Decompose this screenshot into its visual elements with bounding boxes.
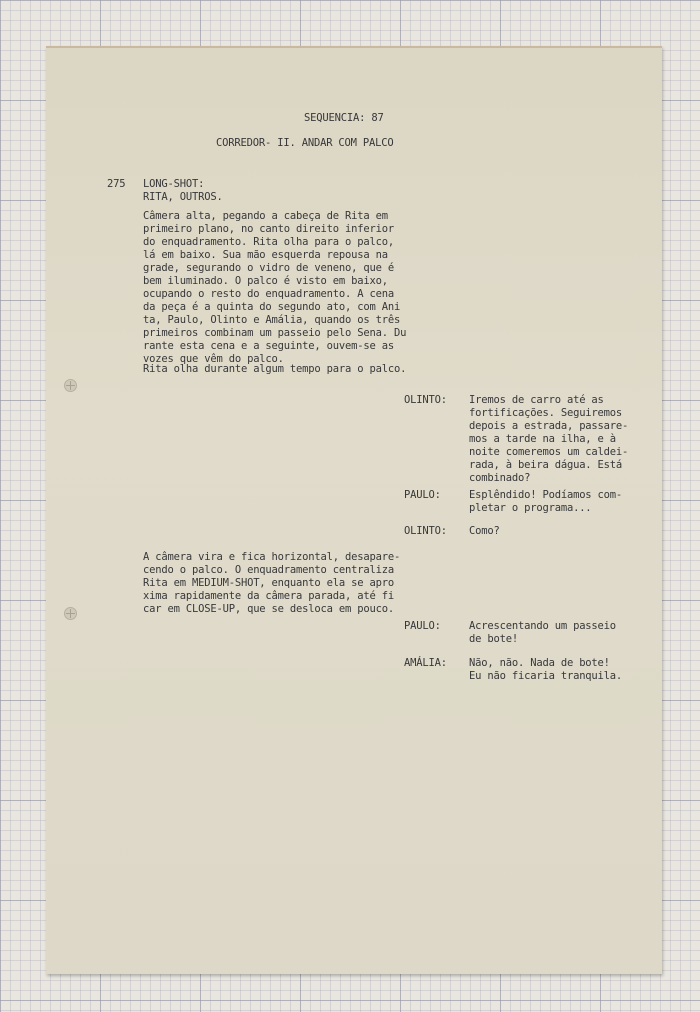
dialogue-line: Não, não. Nada de bote! (469, 657, 610, 669)
shot-characters: RITA, OUTROS. (143, 191, 223, 203)
action-line: Rita em MEDIUM-SHOT, enquanto ela se apro (143, 577, 394, 589)
action-line: primeiros combinam um passeio pelo Sena. Du (143, 327, 407, 339)
dialogue-line: de bote! (469, 633, 518, 645)
dialogue-line: rada, à beira dágua. Está (469, 459, 623, 471)
shot-type: LONG-SHOT: (143, 178, 205, 190)
action-line: ocupando o resto do enquadramento. A cena (143, 288, 394, 300)
action-line: cendo o palco. O enquadramento centraliza (143, 564, 394, 576)
dialogue-line: Eu não ficaria tranquila. (469, 670, 623, 682)
action-line: rante esta cena e a seguinte, ouvem-se as (143, 340, 394, 352)
sequence-heading: SEQUENCIA: 87 (304, 112, 384, 124)
action-line: Câmera alta, pegando a cabeça de Rita em (143, 210, 388, 222)
location-heading: CORREDOR- II. ANDAR COM PALCO (216, 137, 394, 149)
speaker-name: OLINTO: (404, 394, 447, 406)
dialogue-line: combinado? (469, 472, 531, 484)
dialogue-line: Iremos de carro até as (469, 394, 604, 406)
action-line: primeiro plano, no canto direito inferior (143, 223, 394, 235)
action-line: xima rapidamente da câmera parada, até fi (143, 590, 394, 602)
punch-hole (64, 379, 77, 392)
action-line: lá em baixo. Sua mão esquerda repousa na (143, 249, 388, 261)
dialogue-line: Como? (469, 525, 500, 537)
action-line: grade, segurando o vidro de veneno, que é (143, 262, 394, 274)
speaker-name: AMÁLIA: (404, 657, 447, 669)
action-line: car em CLOSE-UP, que se desloca em pouco. (143, 603, 394, 615)
dialogue-line: Acrescentando um passeio (469, 620, 616, 632)
punch-hole (64, 607, 77, 620)
action-line: da peça é a quinta do segundo ato, com Ani (143, 301, 401, 313)
dialogue-line: mos a tarde na ilha, e à (469, 433, 616, 445)
action-line: vozes que vêm do palco. (143, 353, 284, 365)
dialogue-line: pletar o programa... (469, 502, 592, 514)
action-line: do enquadramento. Rita olha para o palco, (143, 236, 394, 248)
dialogue-line: depois a estrada, passare- (469, 420, 629, 432)
action-line: A câmera vira e fica horizontal, desapare- (143, 551, 401, 563)
action-line: ta, Paulo, Olinto e Amália, quando os três (143, 314, 401, 326)
dialogue-line: Esplêndido! Podíamos com- (469, 489, 623, 501)
action-line: bem iluminado. O palco é visto em baixo, (143, 275, 388, 287)
speaker-name: PAULO: (404, 620, 441, 632)
speaker-name: OLINTO: (404, 525, 447, 537)
dialogue-line: noite comeremos um caldei- (469, 446, 629, 458)
speaker-name: PAULO: (404, 489, 441, 501)
action-line: Rita olha durante algum tempo para o palco. (143, 363, 407, 375)
dialogue-line: fortificações. Seguiremos (469, 407, 623, 419)
shot-number: 275 (107, 178, 126, 190)
